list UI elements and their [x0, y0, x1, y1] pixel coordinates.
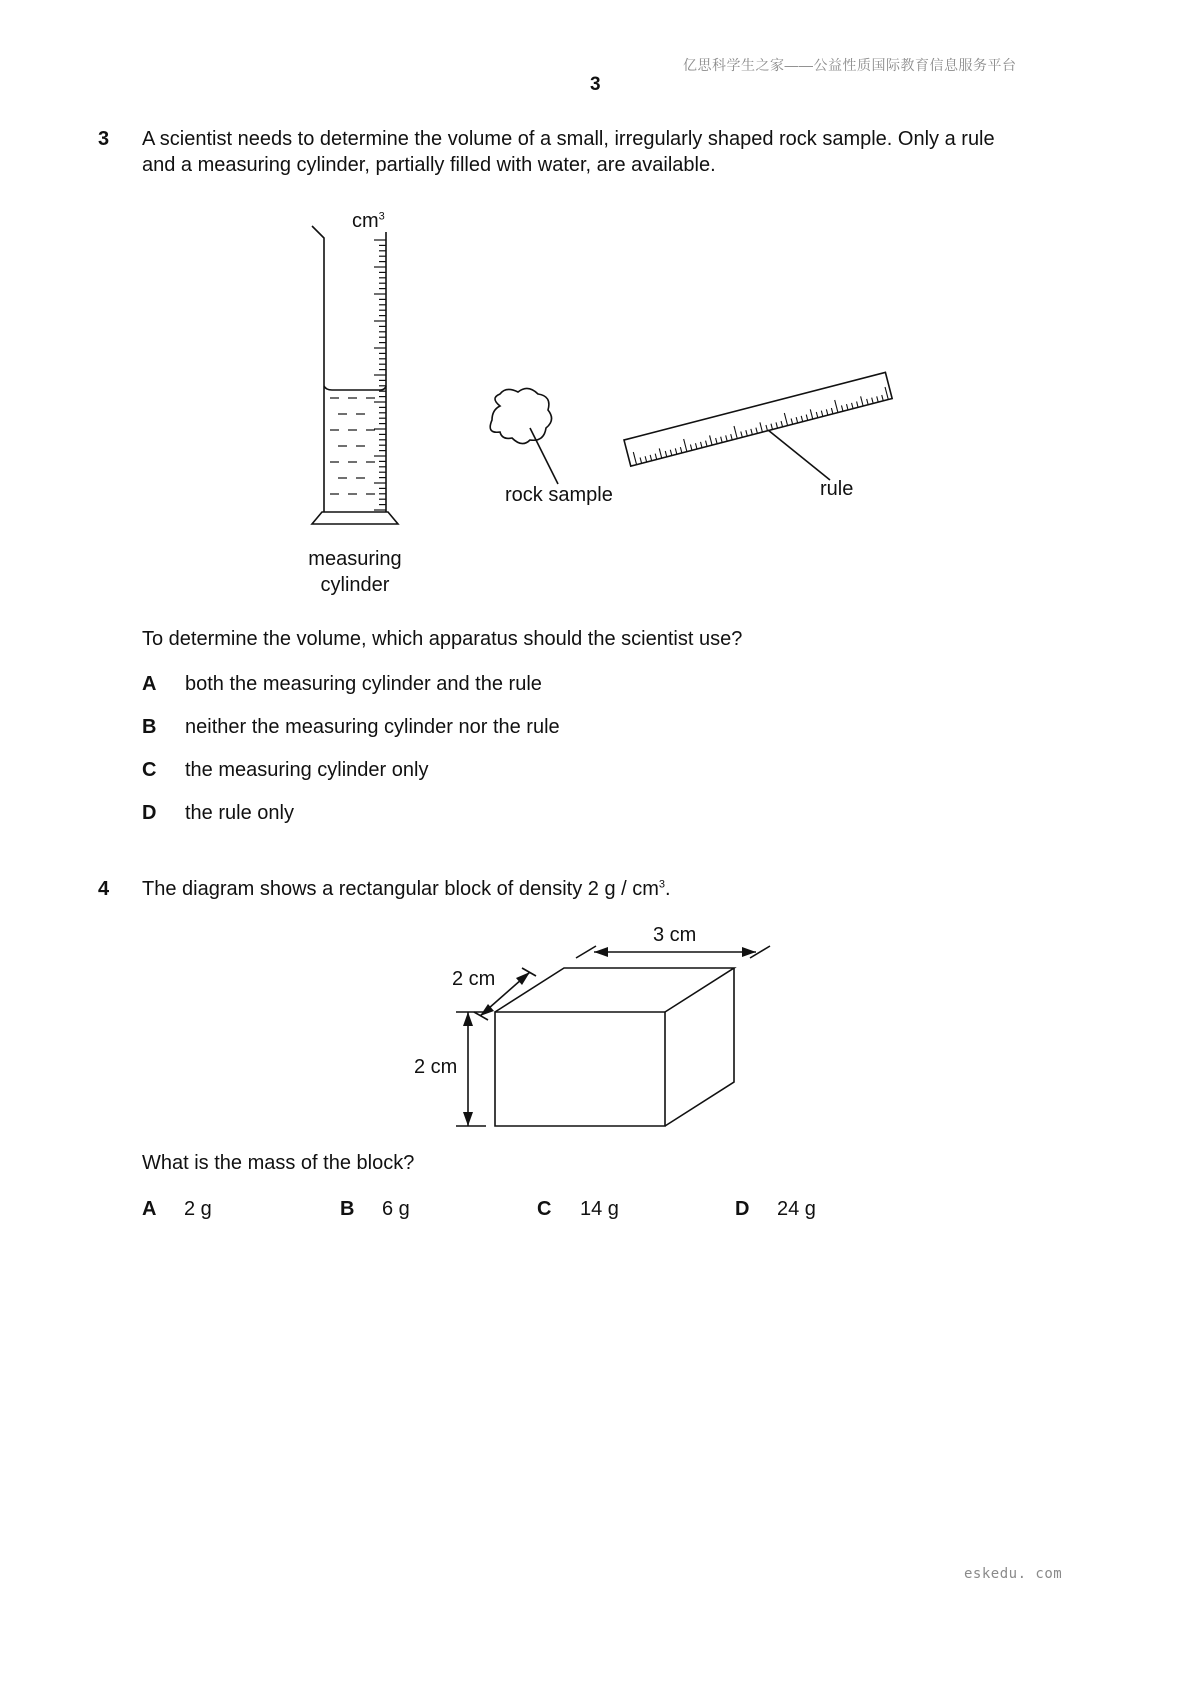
- rule-tick: [731, 434, 733, 440]
- q4-option-a-letter: A: [142, 1198, 157, 1220]
- q3-option-d-text: the rule only: [185, 802, 294, 824]
- rule-tick: [665, 451, 667, 457]
- cylinder-unit-label: $cm^3$: [352, 210, 385, 232]
- q4-option-c-letter: C: [537, 1198, 552, 1220]
- footer-watermark: eskedu. com: [964, 1566, 1063, 1582]
- rule-tick: [684, 439, 687, 452]
- rule-tick: [766, 425, 768, 431]
- rule-tick: [645, 456, 647, 462]
- q4-option-a-text: 2 g: [184, 1198, 212, 1220]
- question-4-prompt: What is the mass of the block?: [142, 1152, 415, 1174]
- question-3-line-2: and a measuring cylinder, partially filled with water, are available.: [142, 154, 716, 176]
- rule-tick: [721, 437, 723, 443]
- q4-option-c-text: 14 g: [580, 1198, 619, 1220]
- rule-tick: [734, 426, 737, 439]
- rule-tick: [771, 424, 773, 430]
- rule-tick: [751, 429, 753, 435]
- rule-tick: [882, 395, 884, 401]
- length-dimension: [576, 946, 770, 958]
- rule-tick: [675, 448, 677, 454]
- rule-tick: [847, 404, 849, 410]
- cylinder-label-line-2: cylinder: [320, 574, 390, 596]
- rectangular-block: [495, 968, 734, 1126]
- rule-tick: [801, 416, 803, 422]
- rule-tick: [746, 430, 748, 436]
- rock-sample-label: rock sample: [505, 484, 613, 506]
- rock-sample: [490, 388, 558, 484]
- rule-tick: [885, 387, 888, 400]
- question-3-number: 3: [98, 128, 110, 150]
- q4-option-b-text: 6 g: [382, 1198, 410, 1220]
- question-3-prompt: To determine the volume, which apparatus should the scientist use?: [142, 628, 743, 650]
- rule-tick: [857, 402, 859, 408]
- rule-tick: [701, 442, 703, 448]
- q4-option-d-letter: D: [735, 1198, 750, 1220]
- rule-tick: [695, 443, 697, 449]
- rule-tick: [806, 415, 808, 421]
- rule-tick: [841, 405, 843, 411]
- rule-tick: [835, 400, 838, 413]
- dimension-depth-label: 2 cm: [452, 968, 496, 990]
- rule: [624, 372, 892, 466]
- rule-tick: [816, 412, 818, 418]
- height-dimension: [456, 1012, 486, 1126]
- rule-tick: [640, 458, 642, 464]
- rule-tick: [861, 396, 864, 406]
- rule-tick: [826, 409, 828, 415]
- apparatus-diagram: [0, 0, 1190, 620]
- rule-tick: [670, 450, 672, 456]
- question-4-number: 4: [98, 878, 110, 900]
- question-4-text: The diagram shows a rectangular block of density 2 g / $cm^3$.: [142, 878, 671, 900]
- q3-option-c-letter: C: [142, 759, 157, 781]
- rule-tick: [741, 431, 743, 437]
- rule-tick: [867, 399, 869, 405]
- q4-option-d-text: 24 g: [777, 1198, 816, 1220]
- q4-option-b-letter: B: [340, 1198, 355, 1220]
- rule-tick: [821, 411, 823, 417]
- rule-tick: [710, 435, 713, 445]
- rule-tick: [706, 441, 708, 447]
- rule-tick: [760, 422, 763, 432]
- rule-tick: [776, 422, 778, 428]
- header-watermark: 亿思科学生之家——公益性质国际教育信息服务平台: [683, 57, 1017, 73]
- rule-tick: [659, 448, 662, 458]
- rule-tick: [716, 438, 718, 444]
- rule-tick: [655, 454, 657, 460]
- rule-tick: [726, 435, 728, 441]
- q3-option-a-letter: A: [142, 673, 157, 695]
- rule-label: rule: [820, 478, 854, 500]
- rule-tick: [796, 417, 798, 423]
- rule-tick: [852, 403, 854, 409]
- rule-tick: [650, 455, 652, 461]
- q3-option-a-text: both the measuring cylinder and the rule: [185, 673, 542, 695]
- block-diagram: [0, 900, 1190, 1140]
- cylinder-label-line-1: measuring: [308, 548, 402, 570]
- cylinder-label: [290, 546, 420, 598]
- q3-option-d-letter: D: [142, 802, 157, 824]
- page-number: 3: [590, 74, 601, 95]
- rule-tick: [872, 398, 874, 404]
- rule-tick: [680, 447, 682, 453]
- question-3-line-1: A scientist needs to determine the volume of a small, irregularly shaped rock sample. Only a rule: [142, 128, 995, 150]
- rule-tick: [633, 452, 636, 465]
- dimension-height-label: 2 cm: [414, 1056, 458, 1078]
- rule-tick: [690, 445, 692, 451]
- rule-tick: [831, 408, 833, 414]
- rule-tick: [877, 396, 879, 402]
- rule-tick: [781, 421, 783, 427]
- dimension-length-label: 3 cm: [653, 924, 697, 946]
- q3-option-c-text: the measuring cylinder only: [185, 759, 429, 781]
- rule-tick: [810, 409, 813, 419]
- q3-option-b-text: neither the measuring cylinder nor the rule: [185, 716, 560, 738]
- measuring-cylinder: [312, 226, 398, 524]
- rule-tick: [791, 418, 793, 424]
- rule-tick: [756, 428, 758, 434]
- q3-option-b-letter: B: [142, 716, 157, 738]
- rule-tick: [784, 413, 787, 426]
